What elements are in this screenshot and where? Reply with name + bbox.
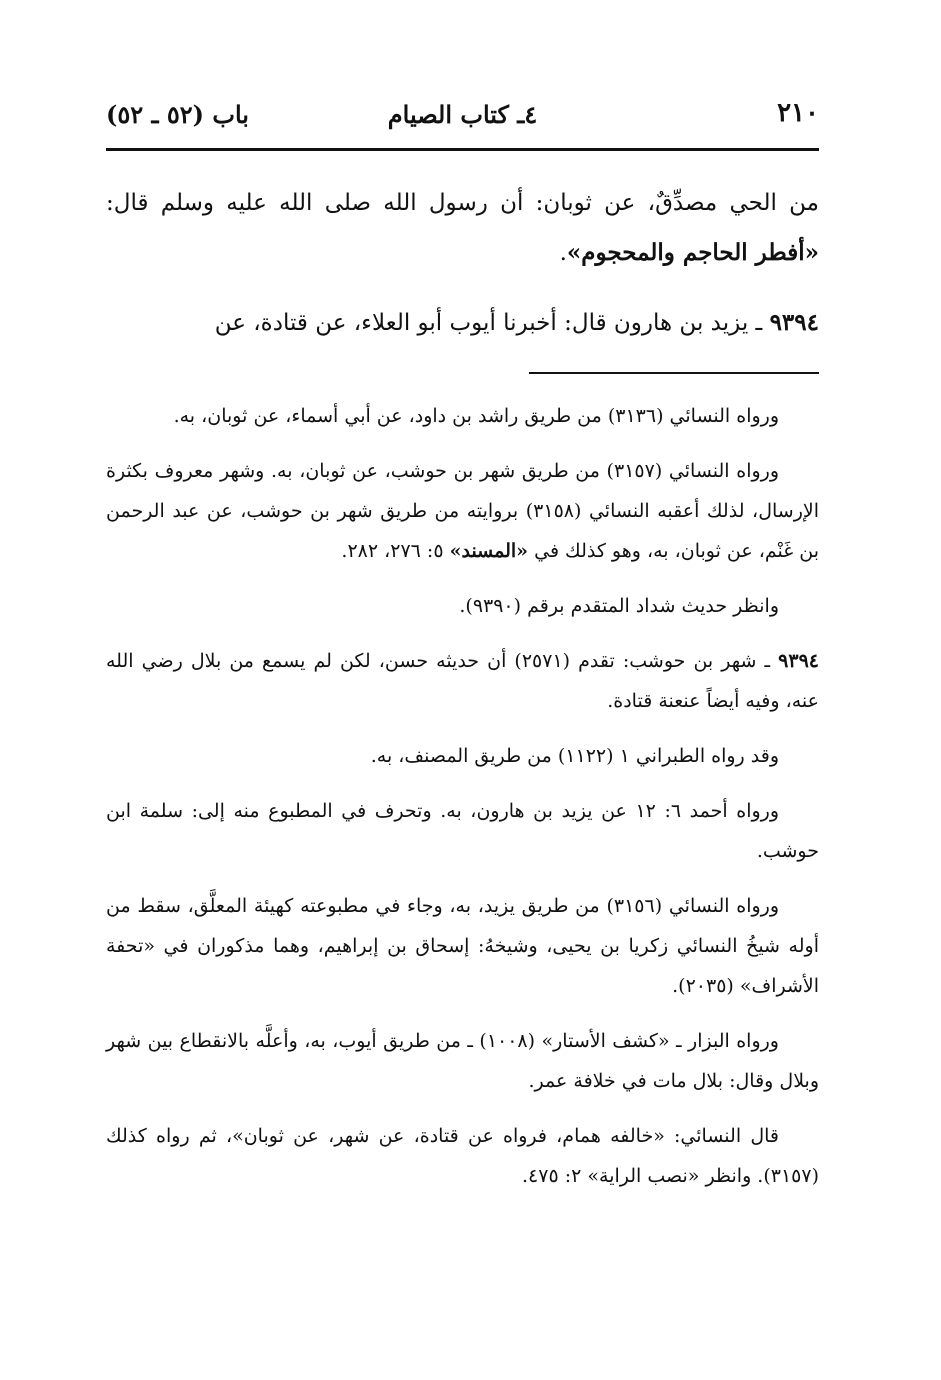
note-2	[106, 451, 819, 571]
main-paragraph-text: من الحي مصدِّقٌ، عن ثوبان: أن رسول الله صلى الله عليه وسلم قال:	[106, 190, 819, 216]
book-title: ٤ـ كتاب الصيام	[387, 100, 538, 129]
footnote-rule	[529, 372, 819, 374]
hadith-quote: «أفطر الحاجم والمحجوم»	[566, 239, 819, 266]
page	[106, 0, 819, 1380]
note-7: ورواه النسائي (٣١٥٦) من طريق يزيد، به، وجاء في مطبوعته كهيئة المعلَّق، سقط من أوله شيخُ النسائي زكريا بن يحيى، وشيخهُ: إسحاق بن إبراهيم، وهما مذكوران في «تحفة الأشراف» (٢٠٣٥).	[106, 895, 819, 997]
main-paragraph	[106, 178, 819, 278]
hadith-number: ٩٣٩٤	[769, 309, 819, 336]
note-4-text: ـ شهر بن حوشب: تقدم (٢٥٧١) أن حديثه حسن، لكن لم يسمع من بلال رضي الله عنه، وفيه أيضاً عنعنة قتادة.	[106, 650, 819, 712]
page-number: ٢١٠	[777, 98, 819, 128]
footnotes	[106, 396, 819, 1211]
chapter-label: باب (٥٢ ـ ٥٢)	[106, 100, 249, 129]
main-paragraph-end: .	[559, 240, 567, 266]
main-text	[106, 178, 819, 348]
note-3: وانظر حديث شداد المتقدم برقم (٩٣٩٠).	[459, 595, 779, 617]
note-6: ورواه أحمد ٦: ١٢ عن يزيد بن هارون، به. وتحرف في المطبوع منه إلى: سلمة ابن حوشب.	[106, 800, 819, 862]
hadith-text: ـ يزيد بن هارون قال: أخبرنا أيوب أبو العلاء، عن قتادة، عن	[214, 310, 770, 336]
note-8: ورواه البزار ـ «كشف الأستار» (١٠٠٨) ـ من طريق أيوب، به، وأعلَّه بالانقطاع بين شهر وبلال وقال: بلال مات في خلافة عمر.	[106, 1030, 819, 1092]
note-2-ref: ٥: ٢٧٦، ٢٨٢.	[341, 540, 450, 562]
note-1: ورواه النسائي (٣١٣٦) من طريق راشد بن داود، عن أبي أسماء، عن ثوبان، به.	[173, 405, 779, 427]
page-header	[106, 98, 819, 142]
note-9: قال النسائي: «خالفه همام، فرواه عن قتادة، عن شهر، عن ثوبان»، ثم رواه كذلك (٣١٥٧). وانظر «نصب الراية» ٢: ٤٧٥.	[106, 1125, 819, 1187]
header-rule	[106, 148, 819, 151]
hadith-entry	[106, 298, 819, 348]
note-2-text: ورواه النسائي (٣١٥٧) من طريق شهر بن حوشب، عن ثوبان، به. وشهر معروف بكثرة الإرسال، لذلك أعقبه النسائي (٣١٥٨) بروايته من طريق شهر بن حوشب، عن عبد الرحمن بن غَنْم، عن ثوبان، به، وهو كذلك في	[106, 460, 819, 562]
note-4	[106, 641, 819, 721]
note-2-book: «المسند»	[449, 540, 529, 562]
note-5: وقد رواه الطبراني ١ (١١٢٢) من طريق المصنف، به.	[370, 745, 779, 767]
note-4-number: ٩٣٩٤	[778, 650, 819, 672]
